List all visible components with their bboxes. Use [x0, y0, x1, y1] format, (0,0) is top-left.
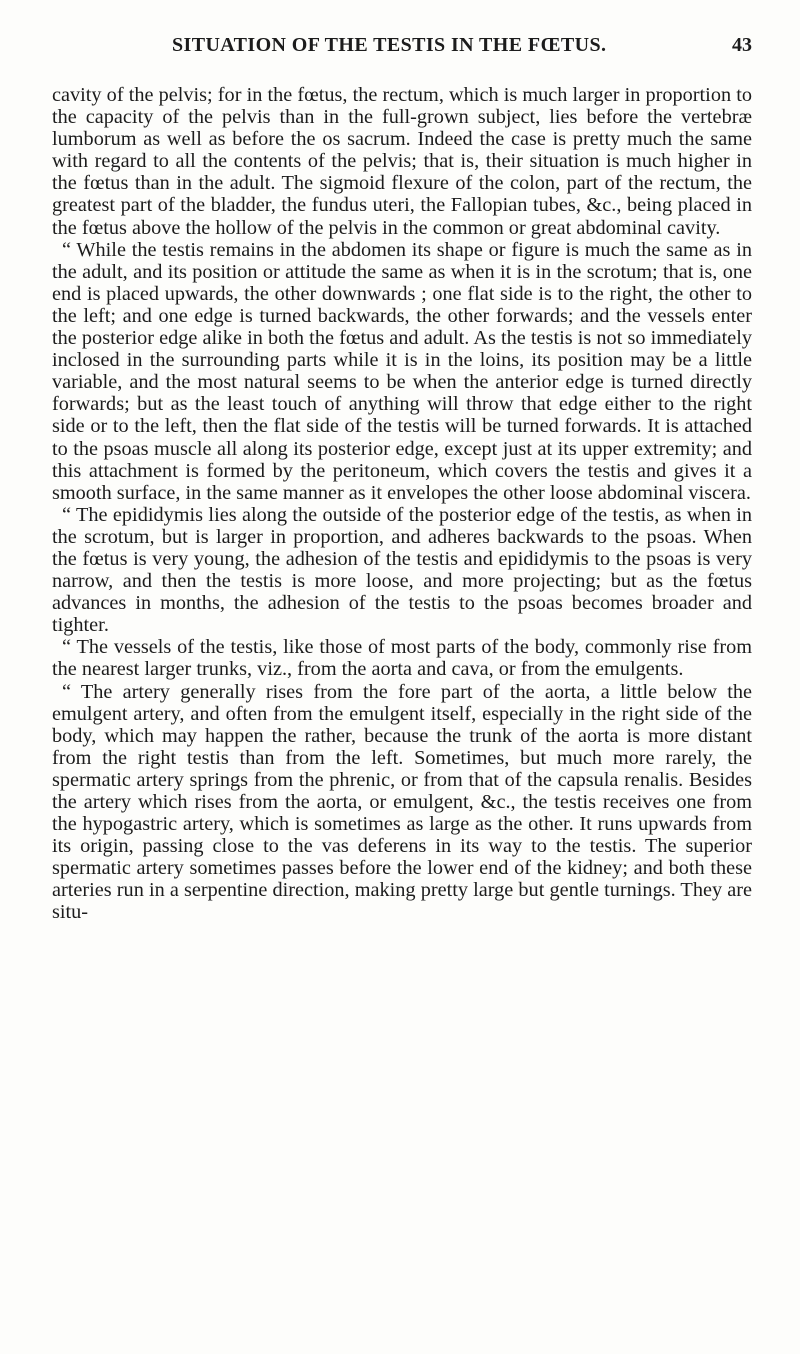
paragraph: “ The artery generally rises from the fore part of the aorta, a little below the emulgent artery, and often from the emulgent itself, especially in the right side of the body, which may happen the rather, because the trunk of the aorta is more distant from the right testis than from the left. Sometimes, but much more rarely, the spermatic artery springs from the phrenic, or from that of the capsula renalis. Besides the artery which rises from the aorta, or emulgent, &c., the testis receives one from the hypogastric artery, which is sometimes as large as the other. It runs upwards from its origin, passing close to the vas deferens in its way to the testis. The superior spermatic artery sometimes passes before the lower end of the kidney; and both these arteries run in a serpentine direction, making pretty large but gentle turnings. They are situ-: [52, 680, 752, 924]
running-title: SITUATION OF THE TESTIS IN THE FŒTUS.: [172, 34, 607, 56]
paragraph: “ The epididymis lies along the outside of the posterior edge of the testis, as when in the scrotum, but is larger in proportion, and adheres backwards to the psoas. When the fœtus is very young, the adhesion of the testis and epididymis to the psoas is very narrow, and then the testis is more loose, and more projecting; but as the fœtus advances in months, the adhesion of the testis to the psoas becomes broader and tighter.: [52, 503, 752, 637]
paragraph: “ While the testis remains in the abdomen its shape or figure is much the same as in the adult, and its position or attitude the same as when it is in the scrotum; that is, one end is placed upwards, the other downwards ; one flat side is to the right, the other to the left; and one edge is turned backwards, the other forwards; and the vessels enter the posterior edge alike in both the fœtus and adult. As the testis is not so immediately inclosed in the surrounding parts while it is in the loins, its position may be a little variable, and the most natural seems to be when the anterior edge is turned directly forwards; but as the least touch of anything will throw that edge either to the right side or to the left, then the flat side of the testis will be turned forwards. It is attached to the psoas muscle all along its posterior edge, except just at its upper extremity; and this attachment is formed by the peritoneum, which covers the testis and gives it a smooth surface, in the same manner as it envelopes the other loose abdominal viscera.: [52, 238, 752, 504]
paragraph: cavity of the pelvis; for in the fœtus, the rectum, which is much larger in proportion to the capacity of the pelvis than in the full-grown subject, lies before the vertebræ lumborum as well as before the os sacrum. Indeed the case is pretty much the same with regard to all the contents of the pelvis; that is, their situation is much higher in the fœtus than in the adult. The sigmoid flexure of the colon, part of the rectum, the greatest part of the bladder, the fundus uteri, the Fallopian tubes, &c., being placed in the fœtus above the hollow of the pelvis in the common or great abdominal cavity.: [52, 84, 752, 239]
page-number: 43: [732, 34, 752, 56]
body-text: [52, 84, 752, 924]
paragraph: “ The vessels of the testis, like those of most parts of the body, commonly rise from the nearest larger trunks, viz., from the aorta and cava, or from the emulgents.: [52, 636, 752, 681]
running-head: [52, 34, 752, 58]
